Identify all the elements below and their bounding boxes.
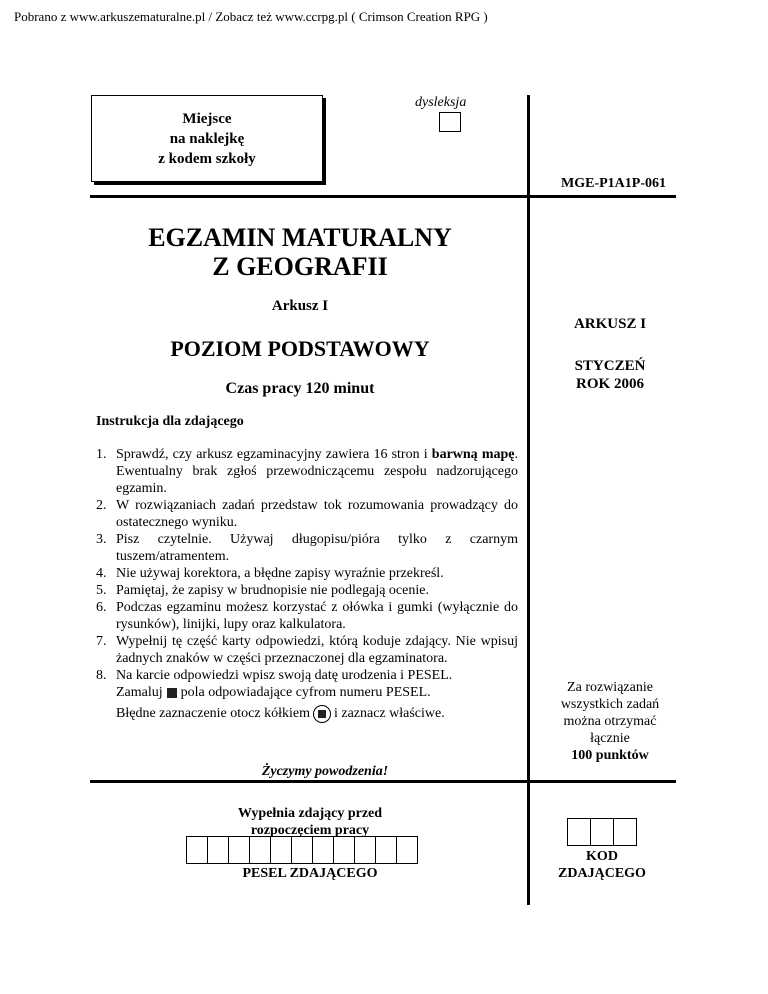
header-rule [90, 195, 676, 198]
digit-cell[interactable] [249, 836, 271, 864]
student-code-input-grid[interactable] [568, 818, 637, 844]
title-line-2: Z GEOGRAFII [212, 252, 388, 281]
instruction-item [96, 633, 518, 667]
points-info [531, 679, 689, 764]
digit-cell[interactable] [333, 836, 355, 864]
instruction-item [96, 667, 518, 723]
instruction-text: Sprawdź, czy arkusz egzaminacyjny zawiera 16 stron i [116, 447, 432, 462]
pesel-caption-line: rozpoczęciem pracy [250, 823, 370, 838]
kod-label-line: KOD [586, 849, 618, 864]
instruction-number: 6. [96, 600, 107, 615]
duration-label: Czas pracy 120 minut [225, 380, 375, 397]
student-code-label [540, 848, 664, 882]
digit-cell[interactable] [567, 818, 591, 846]
instruction-text: Nie używaj korektora, a błędne zapisy wyraźnie przekreśl. [116, 566, 444, 581]
right-sheet-label: ARKUSZ I [573, 316, 647, 332]
instruction-number: 4. [96, 566, 107, 581]
digit-cell[interactable] [613, 818, 637, 846]
points-total: 100 punktów [571, 748, 649, 763]
instruction-bold-text: barwną mapę [431, 447, 515, 462]
dyslexia-label: dysleksja [415, 95, 467, 110]
dyslexia-checkbox[interactable] [439, 112, 461, 132]
points-text: można otrzymać [563, 714, 657, 729]
points-text: wszystkich zadań [560, 697, 660, 712]
pesel-label: PESEL ZDAJĄCEGO [242, 866, 378, 881]
instructions-title: Instrukcja dla zdającego [96, 414, 244, 429]
instruction-text: Wypełnij tę część karty odpowiedzi, którą koduje zdający. Nie wpisuj żadnych znaków w części przeznaczonej dla egzaminatora. [116, 634, 518, 666]
instruction-item [96, 497, 518, 531]
digit-cell[interactable] [375, 836, 397, 864]
exam-month: STYCZEŃ [574, 358, 646, 374]
instruction-number: 1. [96, 447, 107, 462]
points-text: Za rozwiązanie [567, 680, 653, 695]
digit-cell[interactable] [354, 836, 376, 864]
instruction-text: . Ewentualny brak zgłoś przewodniczącemu zespołu nadzorującego egzamin. [116, 447, 518, 496]
points-text: łącznie [590, 731, 630, 746]
digit-cell[interactable] [228, 836, 250, 864]
instruction-text: i zaznacz właściwe. [333, 706, 445, 722]
instruction-text-line [116, 684, 518, 701]
sticker-line-1: Miejsce [182, 110, 232, 127]
instruction-text: pola odpowiadające cyfrom numeru PESEL. [180, 685, 431, 700]
source-note: Pobrano z www.arkuszematuralne.pl / Zobacz też www.ccrpg.pl ( Crimson Creation RPG ) [14, 9, 488, 24]
pesel-caption-line: Wypełnia zdający przed [237, 806, 383, 821]
filled-square-icon [167, 688, 177, 698]
footer-rule [90, 780, 676, 783]
sheet-label: Arkusz I [271, 298, 329, 314]
instruction-item [96, 565, 518, 582]
instruction-number: 2. [96, 498, 107, 513]
instructions-list [96, 446, 518, 723]
good-luck-message: Życzymy powodzenia! [261, 764, 389, 779]
instruction-text: Błędne zaznaczenie otocz kółkiem [116, 706, 310, 722]
instruction-text: Zamaluj [116, 685, 163, 700]
vertical-divider [527, 95, 530, 905]
instruction-item [96, 531, 518, 565]
school-code-sticker-box [91, 95, 323, 182]
digit-cell[interactable] [186, 836, 208, 864]
instruction-text: Pisz czytelnie. Używaj długopisu/pióra tylko z czarnym tuszem/atramentem. [116, 532, 518, 564]
pesel-input-grid[interactable] [187, 836, 418, 862]
sticker-line-3: z kodem szkoły [158, 150, 256, 167]
instruction-number: 3. [96, 532, 107, 547]
instruction-text: Na karcie odpowiedzi wpisz swoją datę urodzenia i PESEL. [116, 668, 453, 683]
instruction-text: Podczas egzaminu możesz korzystać z ołówka i gumki (wyłącznie do rysunków), linijki, lupy oraz kalkulatora. [116, 600, 518, 632]
instruction-number: 5. [96, 583, 107, 598]
instruction-item [96, 599, 518, 633]
digit-cell[interactable] [291, 836, 313, 864]
digit-cell[interactable] [270, 836, 292, 864]
instruction-number: 8. [96, 668, 107, 683]
instruction-item [96, 582, 518, 599]
kod-label-line: ZDAJĄCEGO [558, 866, 646, 881]
digit-cell[interactable] [207, 836, 229, 864]
instruction-text: W rozwiązaniach zadań przedstaw tok rozumowania prowadzący do ostatecznego wyniku. [116, 498, 518, 530]
digit-cell[interactable] [396, 836, 418, 864]
exam-code: MGE-P1A1P-061 [561, 176, 666, 191]
level-label: POZIOM PODSTAWOWY [170, 336, 430, 361]
title-line-1: EGZAMIN MATURALNY [148, 223, 452, 252]
page-title [90, 223, 510, 281]
pesel-caption [210, 805, 410, 839]
exam-year: ROK 2006 [576, 376, 644, 392]
digit-cell[interactable] [590, 818, 614, 846]
sticker-line-2: na naklejkę [169, 130, 245, 147]
instruction-text: Pamiętaj, że zapisy w brudnopisie nie podlegają ocenie. [116, 583, 429, 598]
circled-square-icon [313, 705, 331, 723]
digit-cell[interactable] [312, 836, 334, 864]
instruction-text-line [116, 705, 518, 723]
exam-date [531, 357, 689, 393]
instruction-item [96, 446, 518, 497]
instruction-number: 7. [96, 634, 107, 649]
